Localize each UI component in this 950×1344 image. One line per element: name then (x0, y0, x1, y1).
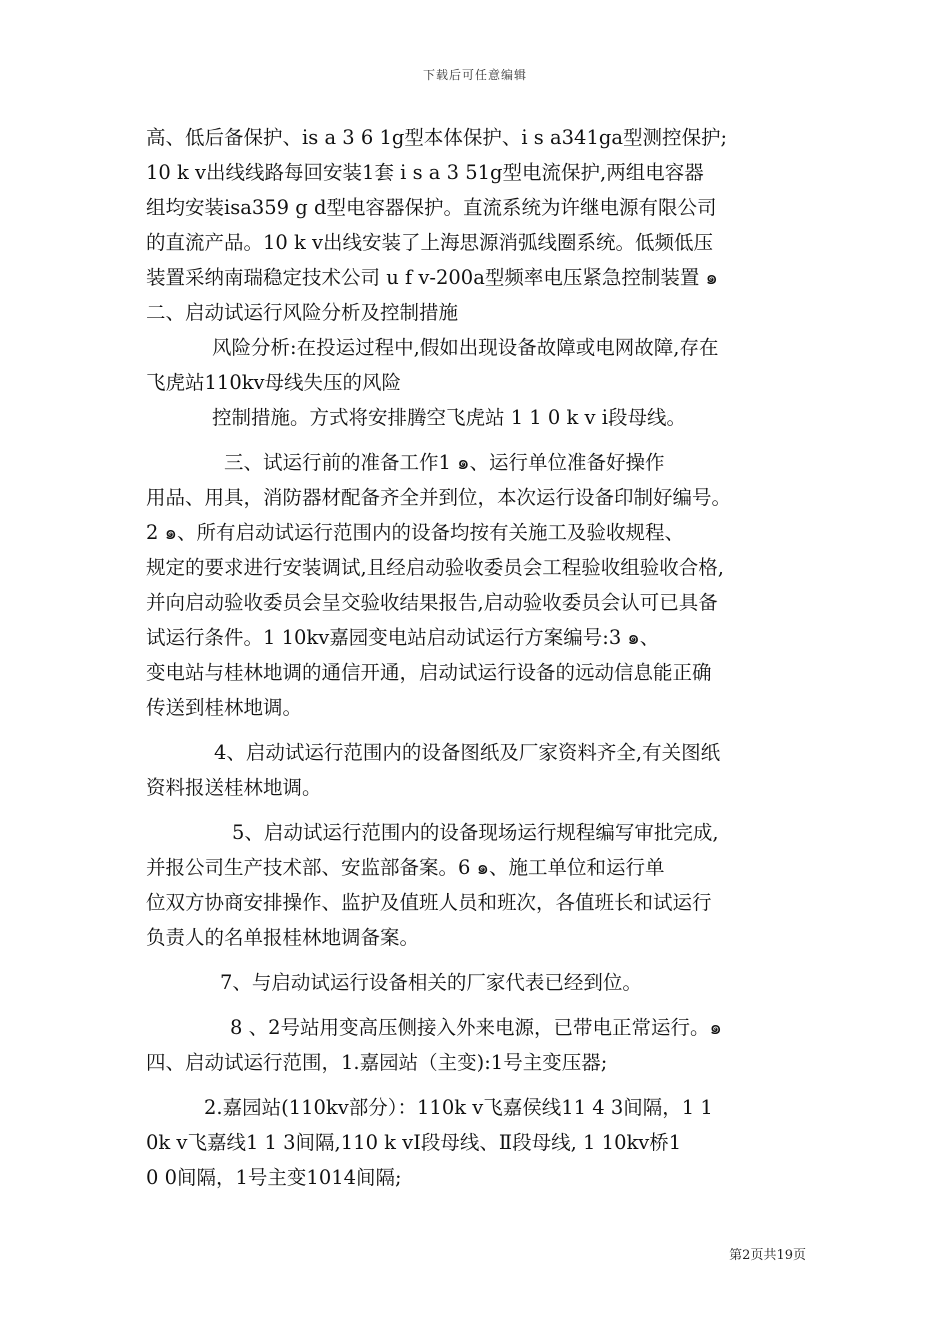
text-line: 0k v飞嘉线1 1 3间隔,110 k vⅠ段母线、Ⅱ段母线, 1 10kv桥1 (146, 1131, 682, 1154)
text-line: 传送到桂林地调。 (146, 696, 303, 719)
page-footer: 第2页共19页 (729, 1248, 806, 1263)
paragraph-gap (146, 955, 826, 965)
text-line: 5、启动试运行范围内的设备现场运行规程编写审批完成, (232, 821, 719, 844)
text-line: 4、启动试运行范围内的设备图纸及厂家资料齐全,有关图纸 (214, 741, 721, 764)
text-line: 资料报送桂林地调。 (146, 776, 322, 799)
text-line: 三、试运行前的准备工作1 ๑、运行单位准备好操作 (224, 451, 665, 474)
text-line: 并报公司生产技术部、安监部备案。6 ๑、施工单位和运行单 (146, 856, 665, 879)
text-line: 规定的要求进行安装调试,且经启动验收委员会工程验收组验收合格, (146, 556, 724, 579)
text-line: 的直流产品。10 k v出线安装了上海思源消弧线圈系统。低频低压 (146, 231, 714, 254)
text-line: 试运行条件。1 10kv嘉园变电站启动试运行方案编号:3 ๑、 (146, 626, 660, 649)
text-line: 0 0间隔，1号主变1014间隔; (146, 1166, 402, 1189)
text-line: 10 k v出线线路每回安装1套 i s a 3 51g型电流保护,两组电容器 (146, 161, 704, 184)
text-line: 组均安装isa359 g d型电容器保护。直流系统为许继电源有限公司 (146, 196, 717, 219)
text-line: 并向启动验收委员会呈交验收结果报告,启动验收委员会认可已具备 (146, 591, 718, 614)
text-line: 7、与启动试运行设备相关的厂家代表已经到位。 (220, 971, 642, 994)
text-line: 飞虎站110kv母线失压的风险 (146, 371, 402, 394)
paragraph-gap (146, 725, 826, 735)
text-line: 8 、2号站用变高压侧接入外来电源，已带电正常运行。๑ (230, 1016, 722, 1039)
text-line: 高、低后备保护、is a 3 6 1g型本体保护、i s a341ga型测控保护; (146, 126, 728, 149)
text-line: 2.嘉园站(110kv部分）：110k v飞嘉侯线11 4 3间隔，1 1 (204, 1096, 713, 1119)
text-line: 装置采纳南瑞稳定技术公司 u f v-200a型频率电压紧急控制装置 ๑ (146, 266, 718, 289)
document-body (146, 120, 826, 1195)
text-line: 负责人的名单报桂林地调备案。 (146, 926, 420, 949)
text-line: 控制措施。方式将安排腾空飞虎站 1 1 0 k v i段母线。 (212, 406, 686, 429)
text-line: 二、启动试运行风险分析及控制措施 (146, 301, 459, 324)
text-line: 2 ๑、所有启动试运行范围内的设备均按有关施工及验收规程、 (146, 521, 684, 544)
paragraph-gap (146, 435, 826, 445)
text-line: 用品、用具，消防器材配备齐全并到位，本次运行设备印制好编号。 (146, 486, 732, 509)
text-line: 变电站与桂林地调的通信开通，启动试运行设备的远动信息能正确 (146, 661, 712, 684)
paragraph-gap (146, 1080, 826, 1090)
paragraph-gap (146, 805, 826, 815)
paragraph-gap (146, 1000, 826, 1010)
text-line: 风险分析:在投运过程中,假如出现设备故障或电网故障,存在 (212, 336, 719, 359)
page-header: 下载后可任意编辑 (422, 68, 527, 82)
text-line: 四、启动试运行范围，1.嘉园站（主变):1号主变压器; (146, 1051, 608, 1074)
text-line: 位双方协商安排操作、监护及值班人员和班次，各值班长和试运行 (146, 891, 712, 914)
